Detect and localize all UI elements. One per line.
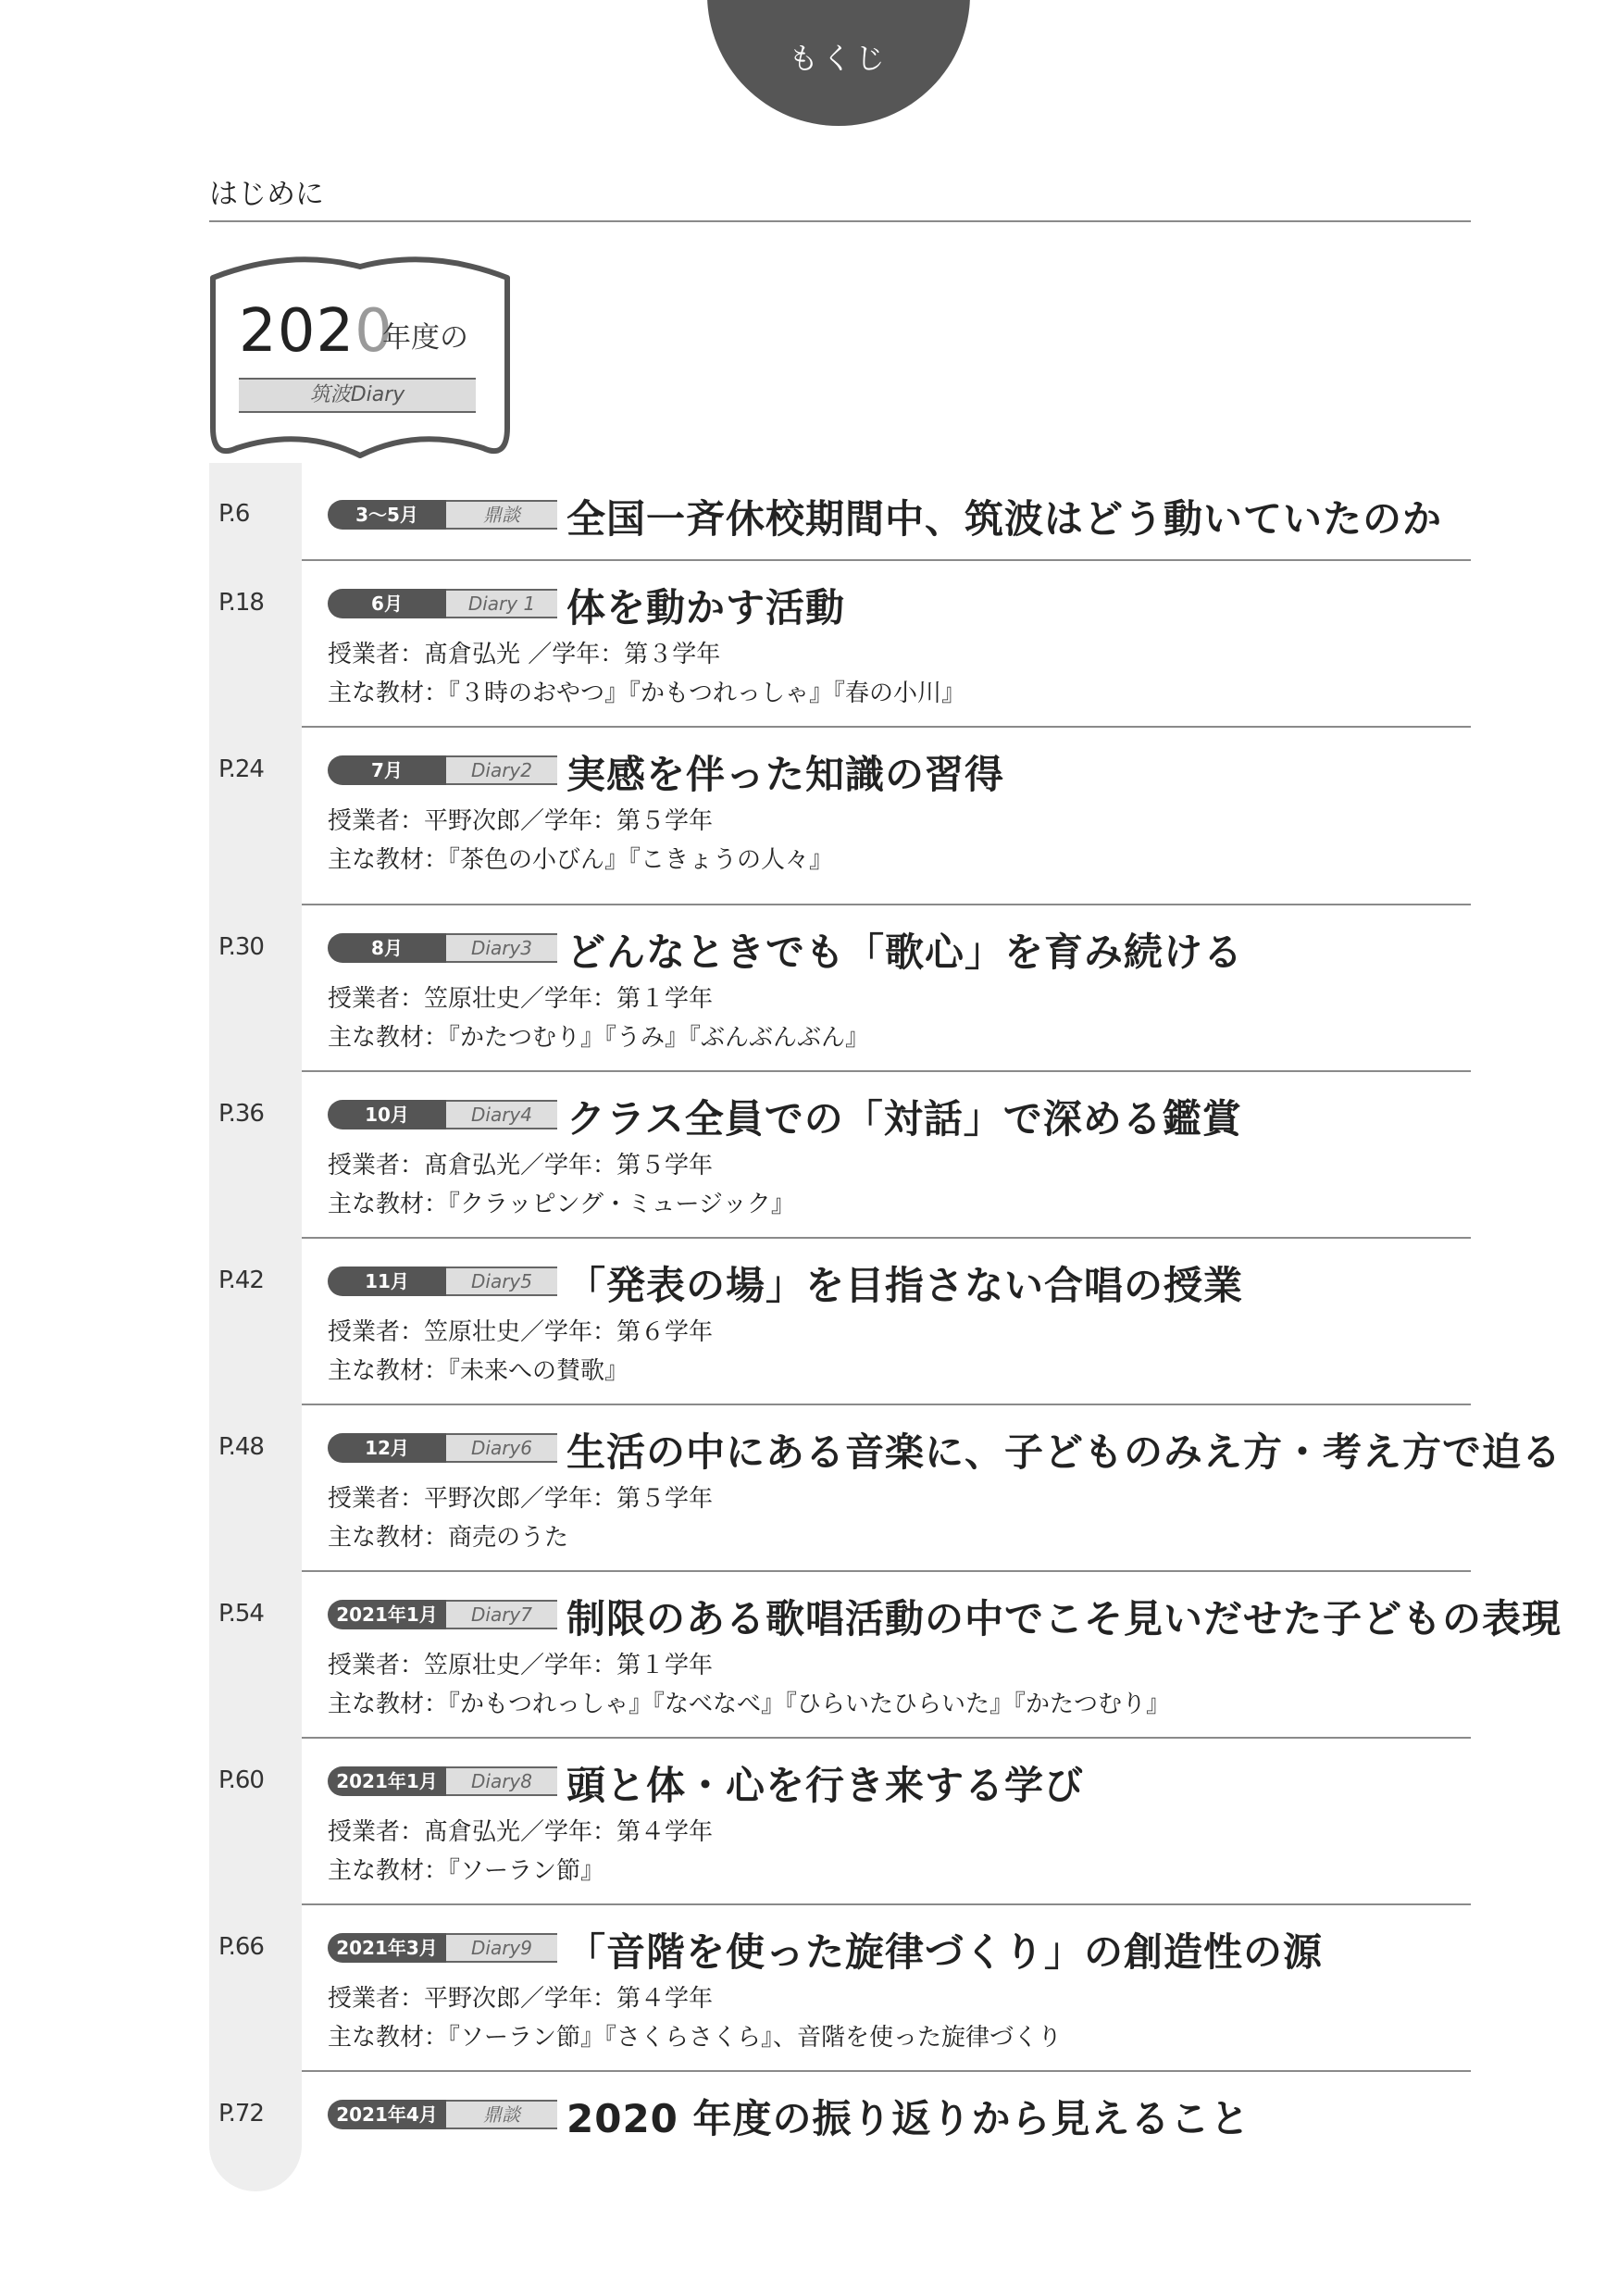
entry-badge	[328, 933, 557, 963]
toc-entry[interactable]	[209, 1905, 1471, 2072]
entry-teacher: 授業者：笠原壮史／学年：第１学年	[328, 985, 714, 1013]
toc-entry[interactable]	[209, 728, 1471, 905]
entry-title: 実感を伴った知識の習得	[566, 752, 1005, 797]
entry-teacher: 授業者：平野次郎／学年：第５学年	[328, 1485, 714, 1513]
month-label: 7月	[328, 755, 446, 785]
month-label: 11月	[328, 1267, 446, 1296]
page-number: P.42	[218, 1267, 264, 1294]
page-number: P.30	[218, 933, 264, 961]
entry-teacher: 授業者：笠原壮史／学年：第６学年	[328, 1318, 714, 1346]
entry-badge	[328, 589, 557, 618]
entry-teacher: 授業者：髙倉弘光／学年：第４学年	[328, 1818, 714, 1846]
entry-title: 体を動かす活動	[566, 585, 846, 630]
entry-materials: 主な教材：『かたつむり』『うみ』『ぶんぶんぶん』	[328, 1024, 870, 1052]
diary-label: Diary 1	[446, 589, 557, 618]
entry-badge	[328, 1433, 557, 1463]
toc-entry[interactable]	[209, 1739, 1471, 1905]
entry-badge	[328, 500, 557, 530]
entry-teacher: 授業者：笠原壮史／学年：第１学年	[328, 1652, 714, 1679]
entry-title: 「音階を使った旋律づくり」の創造性の源	[566, 1929, 1324, 1975]
toc-entry[interactable]	[209, 905, 1471, 1072]
month-label: 12月	[328, 1433, 446, 1463]
page-number: P.6	[218, 500, 250, 528]
toc-entry[interactable]	[209, 561, 1471, 728]
toc-entry[interactable]	[209, 1072, 1471, 1239]
toc-entry[interactable]	[209, 472, 1471, 561]
intro-link[interactable]: はじめに	[209, 178, 324, 211]
entry-materials: 主な教材：商売のうた	[328, 1524, 569, 1552]
entry-materials: 主な教材：『茶色の小びん』『こきょうの人々』	[328, 846, 834, 874]
diary-label: Diary3	[446, 933, 557, 963]
entry-title: 生活の中にある音楽に、子どものみえ方・考え方で迫る	[566, 1429, 1562, 1475]
month-label: 2021年4月	[328, 2100, 446, 2129]
diary-label: Diary8	[446, 1766, 557, 1796]
page-number: P.18	[218, 589, 264, 617]
page-number: P.66	[218, 1933, 264, 1961]
entry-title: どんなときでも「歌心」を育み続ける	[566, 930, 1244, 975]
book-year: 2020	[239, 297, 393, 366]
diary-label: Diary9	[446, 1933, 557, 1963]
entry-badge	[328, 1933, 557, 1963]
entry-title: 制限のある歌唱活動の中でこそ見いだせた子どもの表現	[566, 1596, 1562, 1641]
entry-title: 頭と体・心を行き来する学び	[566, 1763, 1085, 1808]
diary-book-emblem	[205, 246, 515, 474]
divider	[209, 220, 1471, 222]
month-label: 10月	[328, 1100, 446, 1129]
month-label: 3〜5月	[328, 500, 446, 530]
month-label: 2021年3月	[328, 1933, 446, 1963]
toc-entry[interactable]	[209, 2072, 1471, 2165]
page-number: P.60	[218, 1766, 264, 1794]
entry-title: 全国一斉休校期間中、筑波はどう動いていたのか	[566, 496, 1443, 542]
entry-title: 「発表の場」を目指さない合唱の授業	[566, 1263, 1244, 1308]
diary-label: Diary2	[446, 755, 557, 785]
entry-badge	[328, 1600, 557, 1629]
page-number: P.54	[218, 1600, 264, 1628]
entry-badge	[328, 1267, 557, 1296]
entry-badge	[328, 2100, 557, 2129]
month-label: 2021年1月	[328, 1600, 446, 1629]
book-suffix: 年度の	[382, 321, 468, 355]
diary-label: 鼎談	[446, 2100, 557, 2129]
diary-label: Diary7	[446, 1600, 557, 1629]
diary-label: 鼎談	[446, 500, 557, 530]
entry-teacher: 授業者：髙倉弘光 ／学年：第３学年	[328, 641, 721, 668]
page-number: P.24	[218, 755, 264, 783]
month-label: 6月	[328, 589, 446, 618]
header-tab-label: もくじ	[788, 41, 889, 76]
toc-entry[interactable]	[209, 1572, 1562, 1739]
entry-materials: 主な教材：『３時のおやつ』『かもつれっしゃ』『春の小川』	[328, 680, 966, 707]
entry-badge	[328, 1766, 557, 1796]
entry-teacher: 授業者：平野次郎／学年：第４学年	[328, 1985, 714, 2013]
entry-badge	[328, 755, 557, 785]
diary-label: Diary4	[446, 1100, 557, 1129]
toc-entry[interactable]	[209, 1405, 1562, 1572]
page-number: P.36	[218, 1100, 264, 1128]
page-number: P.72	[218, 2100, 264, 2128]
entry-materials: 主な教材：『ソーラン節』『さくらさくら』、音階を使った旋律づくり	[328, 2024, 1063, 2052]
month-label: 8月	[328, 933, 446, 963]
entry-title: 2020 年度の振り返りから見えること	[566, 2096, 1251, 2141]
entry-title: クラス全員での「対話」で深める鑑賞	[566, 1096, 1242, 1142]
entry-materials: 主な教材：『かもつれっしゃ』『なべなべ』『ひらいたひらいた』『かたつむり』	[328, 1691, 1171, 1718]
entry-teacher: 授業者：髙倉弘光／学年：第５学年	[328, 1152, 714, 1179]
entry-materials: 主な教材：『ソーラン節』	[328, 1857, 605, 1885]
diary-label: Diary5	[446, 1267, 557, 1296]
diary-label: Diary6	[446, 1433, 557, 1463]
toc-entry[interactable]	[209, 1239, 1471, 1405]
book-tag: 筑波Diary	[239, 378, 476, 413]
entry-teacher: 授業者：平野次郎／学年：第５学年	[328, 807, 714, 835]
month-label: 2021年1月	[328, 1766, 446, 1796]
entry-badge	[328, 1100, 557, 1129]
page-number: P.48	[218, 1433, 264, 1461]
entry-materials: 主な教材：『クラッピング・ミュージック』	[328, 1191, 795, 1218]
entry-materials: 主な教材：『未来への賛歌』	[328, 1357, 629, 1385]
